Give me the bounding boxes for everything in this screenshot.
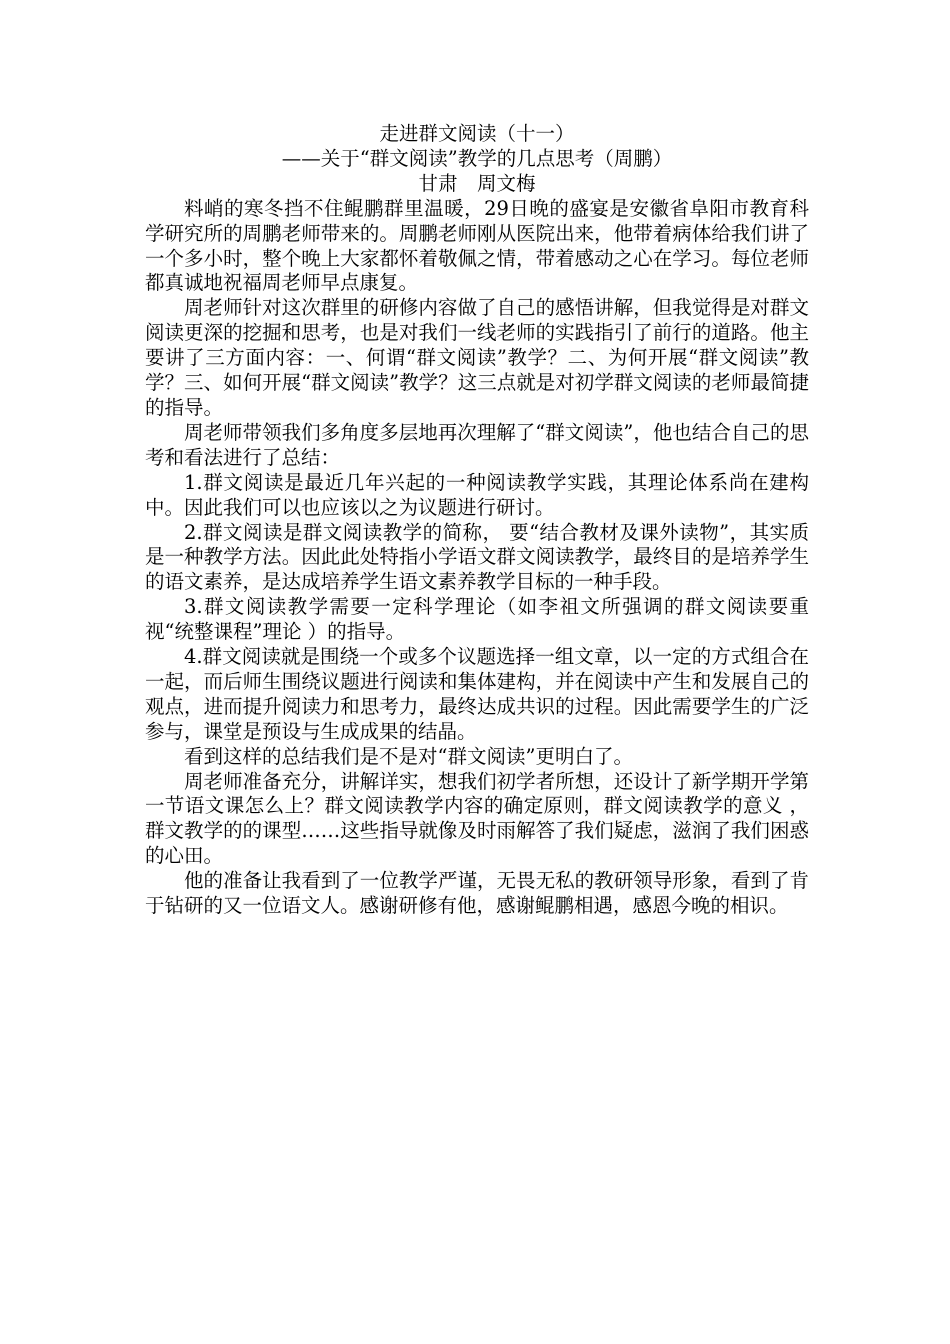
paragraph-closing: 他的准备让我看到了一位教学严谨，无畏无私的教研领导形象，看到了肯于钻研的又一位语文人。感谢研修有他，感谢鲲鹏相遇，感恩今晚的相识。 [145,869,809,918]
paragraph-point-4: 4.群文阅读就是围绕一个或多个议题选择一组文章，以一定的方式组合在一起，而后师生围绕议题进行阅读和集体建构，并在阅读中产生和发展自己的观点，进而提升阅读力和思考力，最终达成共识的过程。因此需要学生的广泛参与，课堂是预设与生成成果的结晶。 [145,645,809,743]
paragraph-overview: 周老师针对这次群里的研修内容做了自己的感悟讲解，但我觉得是对群文阅读更深的挖掘和思考，也是对我们一线老师的实践指引了前行的道路。他主要讲了三方面内容：一、何谓“群文阅读”教学？二、为何开展“群文阅读”教学？三、如何开展“群文阅读”教学？这三点就是对初学群文阅读的老师最简捷的指导。 [145,296,809,419]
paragraph-point-2: 2.群文阅读是群文阅读教学的简称， 要“结合教材及课外读物”，其实质是一种教学方法。因此此处特指小学语文群文阅读教学，最终目的是培养学生的语文素养，是达成培养学生语文素养教学目标的一种手段。 [145,520,809,594]
paragraph-summary-lead: 周老师带领我们多角度多层地再次理解了“群文阅读”，他也结合自己的思考和看法进行了总结： [145,420,809,469]
paragraph-point-3: 3.群文阅读教学需要一定科学理论（如李祖文所强调的群文阅读要重视“统整课程”理论 ）的指导。 [145,595,809,644]
paragraph-intro: 料峭的寒冬挡不住鲲鹏群里温暖，29日晚的盛宴是安徽省阜阳市教育科学研究所的周鹏老师带来的。周鹏老师刚从医院出来，他带着病体给我们讲了一个多小时，整个晚上大家都怀着敬佩之情，带着感动之心在学习。每位老师都真诚地祝福周老师早点康复。 [145,196,809,295]
paragraph-preparation: 周老师准备充分，讲解详实，想我们初学者所想，还设计了新学期开学第一节语文课怎么上？群文阅读教学内容的确定原则，群文阅读教学的意义 ，群文教学的的课型……这些指导就像及时雨解答了我们疑虑，滋润了我们困惑的心田。 [145,769,809,868]
document-page [145,122,809,919]
document-subtitle: ——关于“群文阅读”教学的几点思考（周鹏） [281,146,673,170]
document-author: 甘肃 周文梅 [418,171,536,195]
paragraph-reflection: 看到这样的总结我们是不是对“群文阅读”更明白了。 [184,744,633,768]
document-title: 走进群文阅读（十一） [379,122,575,145]
paragraph-point-1: 1.群文阅读是最近几年兴起的一种阅读教学实践，其理论体系尚在建构中。因此我们可以也应该以之为议题进行研讨。 [145,470,809,519]
